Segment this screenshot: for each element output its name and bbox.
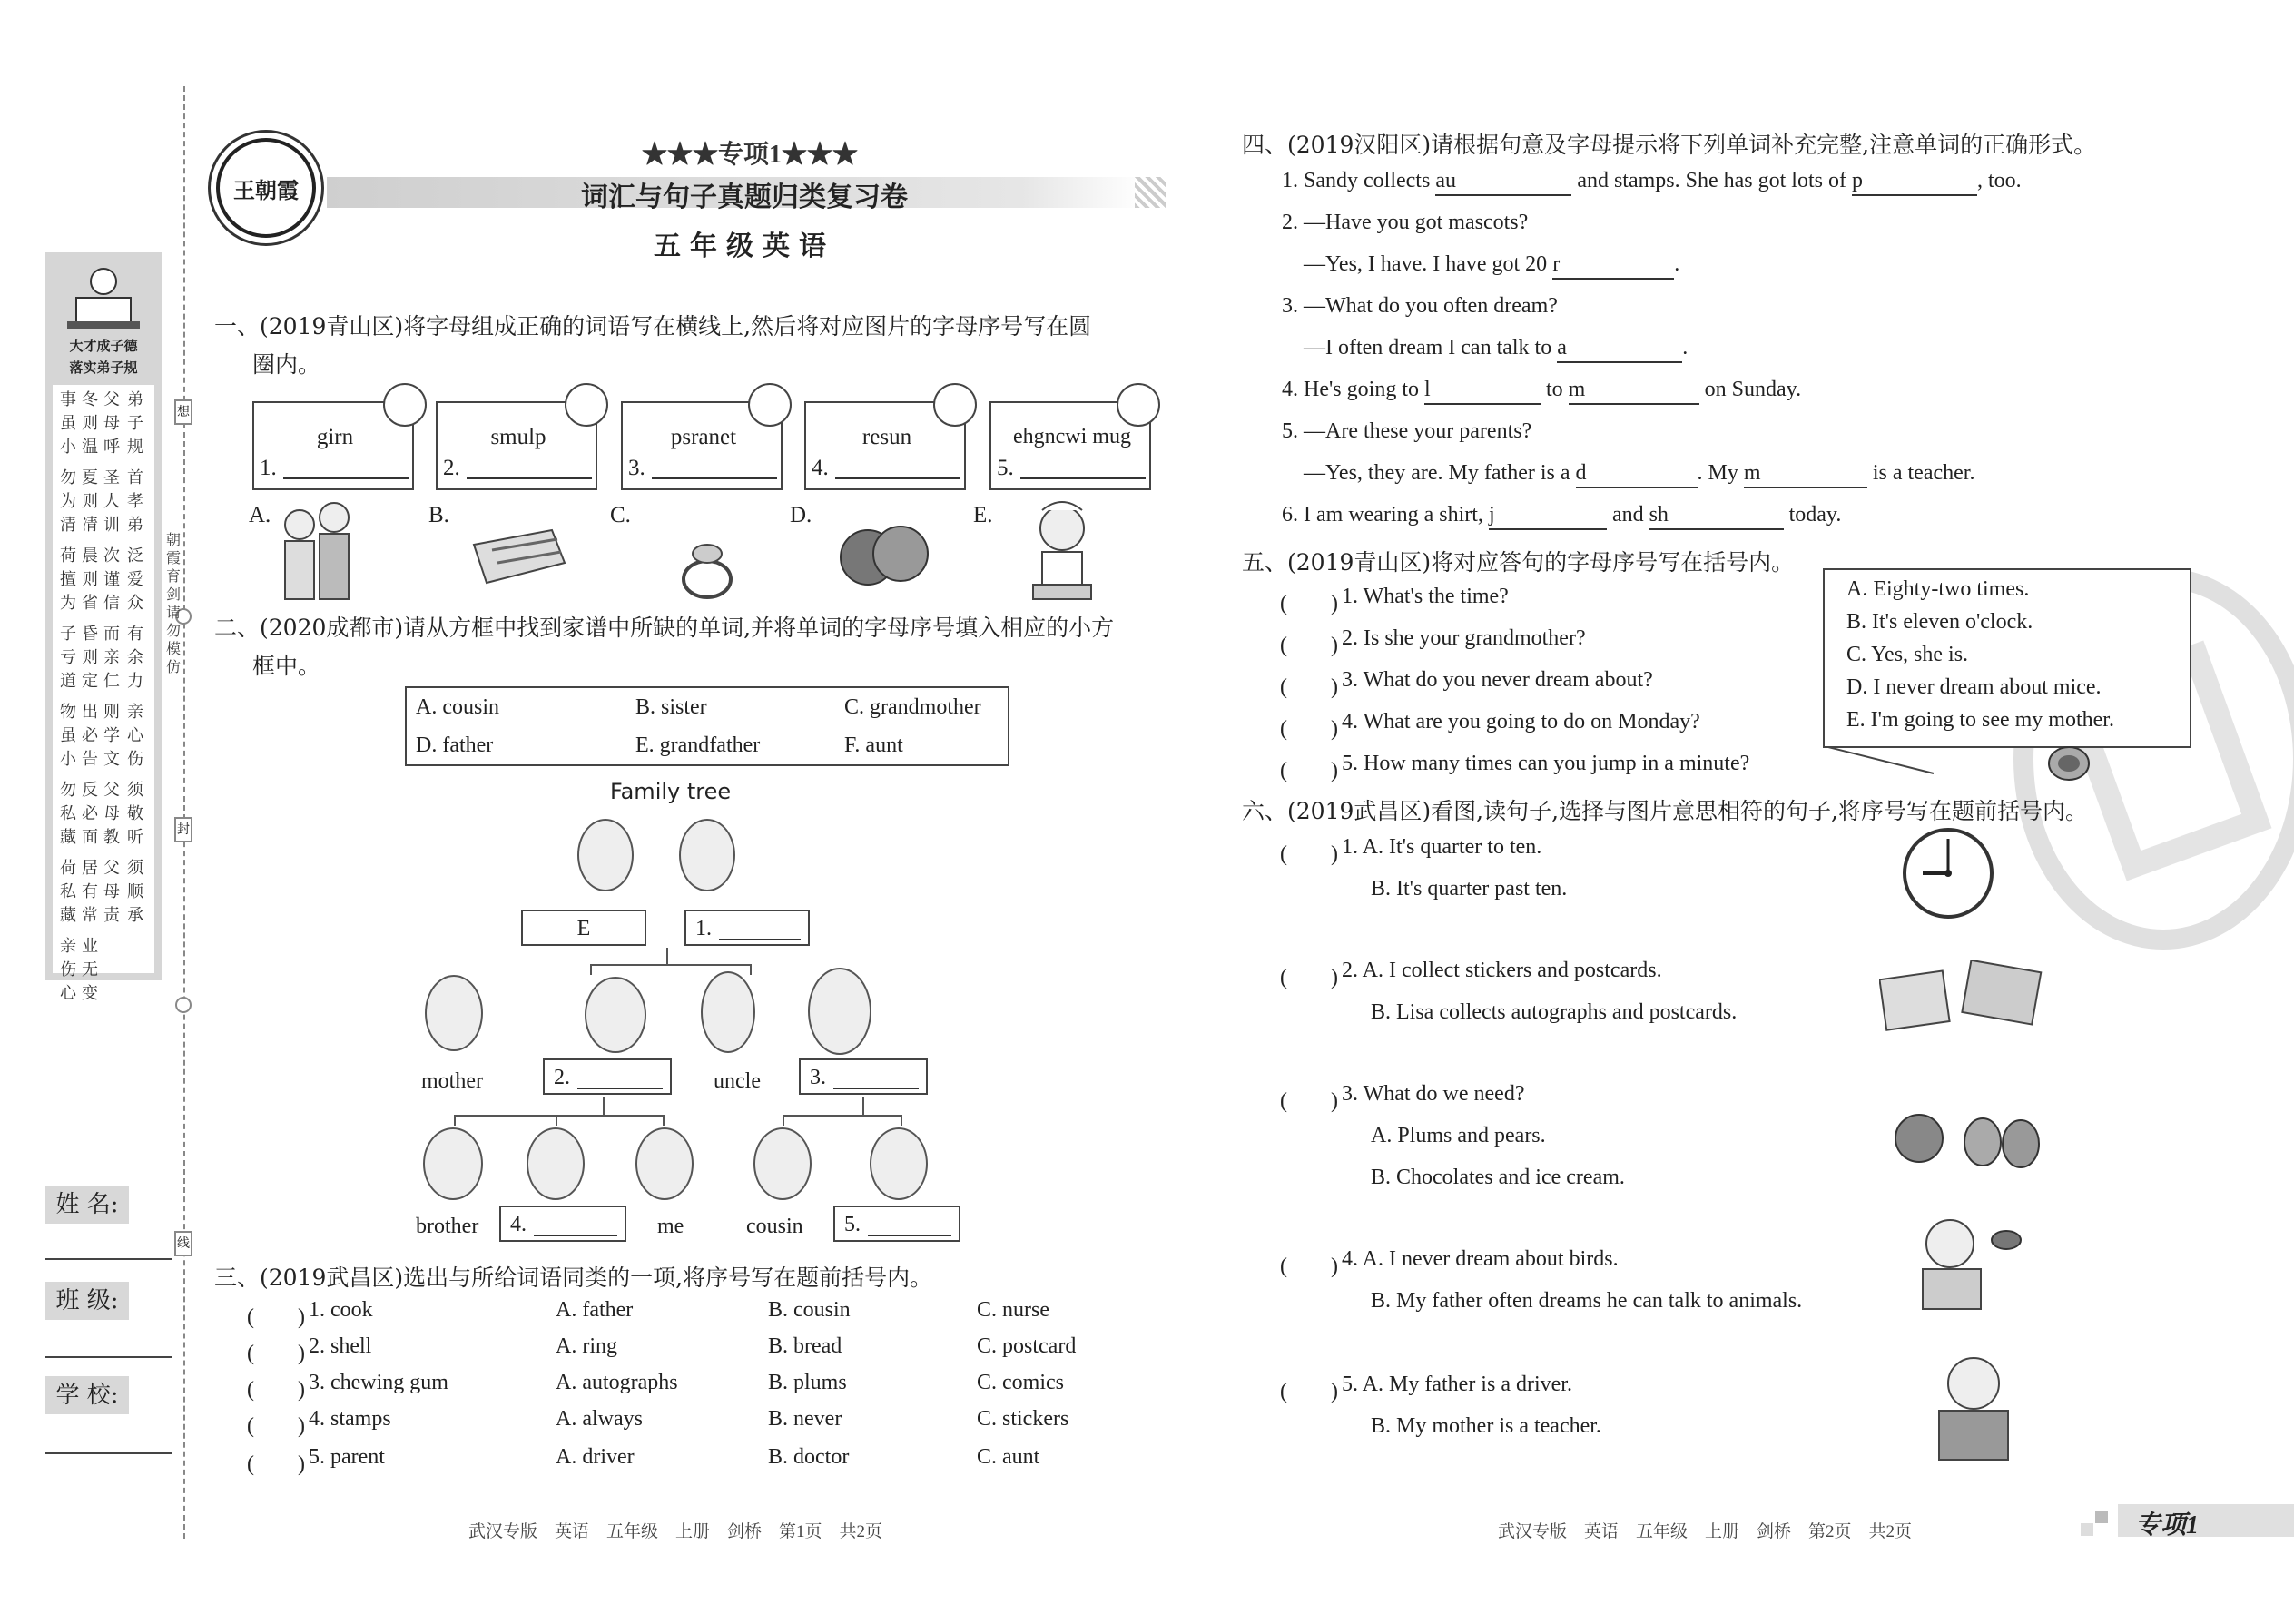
sidebar-verse: 勿私藏 <box>60 781 76 847</box>
name-field[interactable] <box>45 1258 172 1260</box>
sidebar-verse: 子亏道 <box>60 625 76 691</box>
sidebar-verse: 昏则定 <box>82 625 98 691</box>
blank-m2[interactable]: m <box>1744 461 1867 488</box>
word-options-box <box>405 686 1009 766</box>
s3-question: 4. stamps <box>309 1407 391 1431</box>
blank-j[interactable]: j <box>1489 503 1607 530</box>
sidebar-verse: 须敬听 <box>127 781 143 847</box>
seal-tag-top: 想 <box>174 399 192 425</box>
s3-option-b: B. plums <box>768 1371 847 1394</box>
answer-circle-1[interactable] <box>383 383 427 427</box>
clock-picture-icon <box>1901 826 1995 920</box>
s6-paren-1[interactable]: ( ) <box>1280 842 1338 866</box>
section2-title: 二、(2020成都市)请从方框中找到家谱中所缺的单词,并将单词的字母序号填入相应的小方 <box>214 615 1115 641</box>
s5-paren[interactable]: ( ) <box>1280 675 1338 699</box>
sidebar-verse: 次谨信 <box>103 546 120 613</box>
sidebar-verse: 亲伤心 <box>60 937 76 1003</box>
s3-paren[interactable]: ( ) <box>247 1305 305 1329</box>
vertical-note: 朝霞育剑 请勿模仿 <box>165 531 181 675</box>
sidebar-verse: 勿为清 <box>60 468 76 535</box>
sidebar-verse: 反必面 <box>82 781 98 847</box>
s6-paren-2[interactable]: ( ) <box>1280 966 1338 989</box>
s3-option-a: A. autographs <box>556 1371 678 1394</box>
blank-d[interactable]: d <box>1576 461 1698 488</box>
sidebar-verse: 荷擅为 <box>60 546 76 613</box>
section4-line-5: 5. —Are these your parents? <box>1282 419 1532 443</box>
s6-item3-b: B. Chocolates and ice cream. <box>1371 1166 1625 1189</box>
sidebar-verse: 有余力 <box>127 625 143 691</box>
sidebar-verse: 父母责 <box>103 859 120 925</box>
school-label: 学 校: <box>45 1376 129 1414</box>
s3-option-c: C. stickers <box>977 1407 1069 1431</box>
sidebar-verse: 冬则温 <box>82 390 98 457</box>
s3-question: 5. parent <box>309 1445 385 1469</box>
mother-label: mother <box>421 1069 483 1093</box>
tree-box-5[interactable]: 5. <box>833 1206 960 1242</box>
section4-title: 四、(2019汉阳区)请根据句意及字母提示将下列单词补充完整,注意单词的正确形式。 <box>1242 132 2097 158</box>
s3-option-c: C. comics <box>977 1371 1064 1394</box>
page-title: 词汇与句子真题归类复习卷 <box>581 182 908 213</box>
s3-option-a: A. always <box>556 1407 643 1431</box>
s3-option-b: B. doctor <box>768 1445 850 1469</box>
blank-sh[interactable]: sh <box>1649 503 1784 530</box>
blank-a[interactable]: a <box>1557 336 1682 363</box>
section1-title-cont: 圈内。 <box>252 351 321 378</box>
binding-hole-icon <box>175 997 192 1013</box>
section4-line-3: 3. —What do you often dream? <box>1282 294 1558 318</box>
school-field[interactable] <box>45 1452 172 1454</box>
answer-d: D. I never dream about mice. <box>1846 675 2102 699</box>
sidebar-verse: 居有常 <box>82 859 98 925</box>
sidebar-verse: 荷私藏 <box>60 859 76 925</box>
answer-b: B. It's eleven o'clock. <box>1846 610 2033 634</box>
plums-picture-icon <box>837 517 931 592</box>
section6-title: 六、(2019武昌区)看图,读句子,选择与图片意思相符的句子,将序号写在题前括号内。 <box>1242 798 2088 824</box>
parents-picture-icon <box>272 497 359 603</box>
s6-item5-a: 5. A. My father is a driver. <box>1342 1373 1572 1396</box>
word-box-5: ehgncwi mug 5. <box>989 401 1151 490</box>
binding-dashed-line <box>183 86 185 1539</box>
scholar-illustration-icon <box>49 261 158 334</box>
tree-box-4[interactable]: 4. <box>499 1206 626 1242</box>
s3-paren[interactable]: ( ) <box>247 1342 305 1365</box>
section2-title-cont: 框中。 <box>252 653 321 679</box>
blank-m[interactable]: m <box>1569 378 1699 405</box>
s3-option-c: C. aunt <box>977 1445 1040 1469</box>
s5-paren[interactable]: ( ) <box>1280 592 1338 615</box>
s3-option-b: B. never <box>768 1407 842 1431</box>
s6-item4-a: 4. A. I never dream about birds. <box>1342 1247 1619 1271</box>
s5-question: 4. What are you going to do on Monday? <box>1342 710 1700 733</box>
s3-question: 1. cook <box>309 1298 373 1322</box>
s3-option-c: C. postcard <box>977 1334 1077 1358</box>
class-label: 班 级: <box>45 1282 129 1320</box>
seal-tag-mid: 封 <box>174 817 192 842</box>
s5-question: 3. What do you never dream about? <box>1342 668 1653 692</box>
s5-question: 2. Is she your grandmother? <box>1342 626 1586 650</box>
section4-line-5b: —Yes, they are. My father is a d . My m is a teacher. <box>1304 461 1974 488</box>
right-footer: 武汉专版 英语 五年级 上册 剑桥 第2页 共2页 <box>1498 1522 1913 1541</box>
section-badge: ★★★专项1★★★ <box>641 141 858 169</box>
section4-line-1: 1. Sandy collects au and stamps. She has got lots of p , too. <box>1282 169 2022 196</box>
corner-tab-label: 专项1 <box>2135 1511 2200 1540</box>
sidebar-text-block <box>53 385 154 1003</box>
brother-face-icon <box>423 1127 483 1200</box>
pic-label-e: E. <box>973 503 993 527</box>
option-a: A. cousin <box>416 695 499 719</box>
tree-box-1[interactable]: 1. <box>684 910 810 946</box>
blank-l[interactable]: l <box>1424 378 1541 405</box>
s3-paren[interactable]: ( ) <box>247 1414 305 1438</box>
s6-item3-q: 3. What do we need? <box>1342 1082 1525 1106</box>
pic-label-c: C. <box>610 503 631 527</box>
family-tree-title: Family tree <box>610 779 732 804</box>
cousin-girl-face-icon <box>753 1127 812 1200</box>
section4-line-6: 6. I am wearing a shirt, j and sh today. <box>1282 503 1841 530</box>
grandfather-face-icon <box>577 819 634 891</box>
motto-line-1: 大才成子德 <box>69 338 138 354</box>
word-box-1: girn 1. <box>252 401 414 490</box>
banner-pattern <box>1135 177 1166 208</box>
s6-item2-a: 2. A. I collect stickers and postcards. <box>1342 959 1662 982</box>
sidebar-verse: 泛爱众 <box>127 546 143 613</box>
answer-bubble <box>1823 568 2191 748</box>
cousin-label: cousin <box>746 1215 803 1238</box>
brother-label: brother <box>416 1215 479 1238</box>
s3-option-b: B. cousin <box>768 1298 851 1322</box>
answer-e: E. I'm going to see my mother. <box>1846 708 2114 732</box>
name-label: 姓 名: <box>45 1186 129 1224</box>
sidebar-verse: 则学文 <box>103 703 120 769</box>
word-box-4: resun 4. <box>804 401 966 490</box>
s3-option-a: A. driver <box>556 1445 635 1469</box>
seal-tag-bottom: 线 <box>174 1231 192 1256</box>
blank-p[interactable]: p <box>1852 169 1977 196</box>
sidebar-verse: 事虽小 <box>60 390 76 457</box>
driver-picture-icon <box>1919 1351 2028 1463</box>
sidebar-verse: 父母教 <box>103 781 120 847</box>
sister-face-icon <box>527 1127 585 1200</box>
aunt-face-icon <box>808 968 871 1055</box>
sidebar-verse: 出必告 <box>82 703 98 769</box>
section4-line-4: 4. He's going to l to m on Sunday. <box>1282 378 1801 405</box>
answer-circle-3[interactable] <box>748 383 792 427</box>
answer-line-2[interactable] <box>467 477 592 479</box>
answer-c: C. Yes, she is. <box>1846 643 1969 666</box>
sidebar-verse: 弟子规 <box>127 390 143 457</box>
answer-line-5[interactable] <box>1020 477 1146 479</box>
sidebar-panel <box>45 252 162 1003</box>
answer-line-1[interactable] <box>283 477 409 479</box>
s6-item2-b: B. Lisa collects autographs and postcards. <box>1371 1000 1738 1024</box>
s5-paren[interactable]: ( ) <box>1280 717 1338 741</box>
postcards-picture-icon <box>1879 960 2052 1038</box>
sidebar-verse: 圣人训 <box>103 468 120 535</box>
chewing-gum-picture-icon <box>470 527 568 586</box>
section4-line-3b: —I often dream I can talk to a . <box>1304 336 1688 363</box>
s3-question: 2. shell <box>309 1334 372 1358</box>
pic-label-a: A. <box>249 503 271 527</box>
me-face-icon <box>635 1127 694 1200</box>
uncle-label: uncle <box>714 1069 761 1093</box>
motto-line-2: 落实弟子规 <box>69 359 138 376</box>
s6-item1-b: B. It's quarter past ten. <box>1371 877 1568 901</box>
grandmother-face-icon <box>679 819 735 891</box>
word-box-3: psranet 3. <box>621 401 783 490</box>
cousin-boy-face-icon <box>870 1127 928 1200</box>
section3-title: 三、(2019武昌区)选出与所给词语同类的一项,将序号写在题前括号内。 <box>214 1265 933 1291</box>
class-field[interactable] <box>45 1356 172 1358</box>
option-e: E. grandfather <box>635 733 761 757</box>
answer-line-4[interactable] <box>835 477 960 479</box>
sidebar-verse: 而亲仁 <box>103 625 120 691</box>
bubble-tail-icon <box>1670 746 1943 792</box>
s3-option-a: A. father <box>556 1298 634 1322</box>
page-subtitle: 五年级英语 <box>654 231 835 262</box>
s6-paren-3[interactable]: ( ) <box>1280 1089 1338 1113</box>
plums-pears-picture-icon <box>1892 1102 2046 1171</box>
blank-r[interactable]: r <box>1552 252 1674 280</box>
ring-picture-icon <box>675 541 739 601</box>
tree-box-e: E <box>521 910 646 946</box>
nurse-picture-icon <box>1019 494 1106 603</box>
option-b: B. sister <box>635 695 707 719</box>
sidebar-verse: 夏则凊 <box>82 468 98 535</box>
s3-question: 3. chewing gum <box>309 1371 448 1394</box>
sidebar-verse: 亲心伤 <box>127 703 143 769</box>
tree-box-3[interactable]: 3. <box>799 1058 928 1095</box>
blank-au[interactable]: au <box>1435 169 1571 196</box>
s6-item1-a: 1. A. It's quarter to ten. <box>1342 835 1542 859</box>
s3-option-a: A. ring <box>556 1334 617 1358</box>
answer-circle-5[interactable] <box>1117 383 1160 427</box>
s6-item4-b: B. My father often dreams he can talk to animals. <box>1371 1289 1803 1313</box>
s3-option-b: B. bread <box>768 1334 842 1358</box>
s6-paren-5[interactable]: ( ) <box>1280 1380 1338 1403</box>
father-face-icon <box>585 977 646 1053</box>
s6-item3-a: A. Plums and pears. <box>1371 1124 1546 1147</box>
section1-title: 一、(2019青山区)将字母组成正确的词语写在横线上,然后将对应图片的字母序号写在圆 <box>214 313 1092 340</box>
sidebar-verse: 物虽小 <box>60 703 76 769</box>
s5-question: 1. What's the time? <box>1342 585 1509 608</box>
word-box-2: smulp 2. <box>436 401 597 490</box>
pic-label-b: B. <box>428 503 449 527</box>
s5-question: 5. How many times can you jump in a minute? <box>1342 752 1750 775</box>
option-c: C. grandmother <box>844 695 981 719</box>
option-d: D. father <box>416 733 494 757</box>
section4-line-2: 2. —Have you got mascots? <box>1282 211 1529 234</box>
man-bird-picture-icon <box>1910 1213 2028 1313</box>
s3-option-c: C. nurse <box>977 1298 1049 1322</box>
sidebar-verse: 晨则省 <box>82 546 98 613</box>
tree-box-2[interactable]: 2. <box>543 1058 672 1095</box>
left-footer: 武汉专版 英语 五年级 上册 剑桥 第1页 共2页 <box>468 1522 883 1541</box>
publisher-logo: 王朝霞 <box>216 138 316 238</box>
s6-item5-b: B. My mother is a teacher. <box>1371 1414 1601 1438</box>
s5-paren[interactable]: ( ) <box>1280 634 1338 657</box>
uncle-face-icon <box>701 971 755 1053</box>
section4-line-2b: —Yes, I have. I have got 20 r . <box>1304 252 1679 280</box>
s3-paren[interactable]: ( ) <box>247 1378 305 1402</box>
s3-paren[interactable]: ( ) <box>247 1452 305 1476</box>
option-f: F. aunt <box>844 733 903 757</box>
sidebar-verse: 业无变 <box>82 937 98 1003</box>
answer-line-3[interactable] <box>652 477 777 479</box>
s6-paren-4[interactable]: ( ) <box>1280 1255 1338 1278</box>
pic-label-d: D. <box>790 503 812 527</box>
answer-a: A. Eighty-two times. <box>1846 577 2030 601</box>
mother-face-icon <box>425 975 483 1051</box>
s5-paren[interactable]: ( ) <box>1280 759 1338 782</box>
sidebar-verse: 首孝弟 <box>127 468 143 535</box>
answer-circle-2[interactable] <box>565 383 608 427</box>
section5-title: 五、(2019青山区)将对应答句的字母序号写在括号内。 <box>1242 549 1795 576</box>
sidebar-verse: 父母呼 <box>103 390 120 457</box>
answer-circle-4[interactable] <box>933 383 977 427</box>
fruit-icon <box>2046 741 2092 786</box>
me-label: me <box>657 1215 684 1238</box>
sidebar-verse: 须顺承 <box>127 859 143 925</box>
